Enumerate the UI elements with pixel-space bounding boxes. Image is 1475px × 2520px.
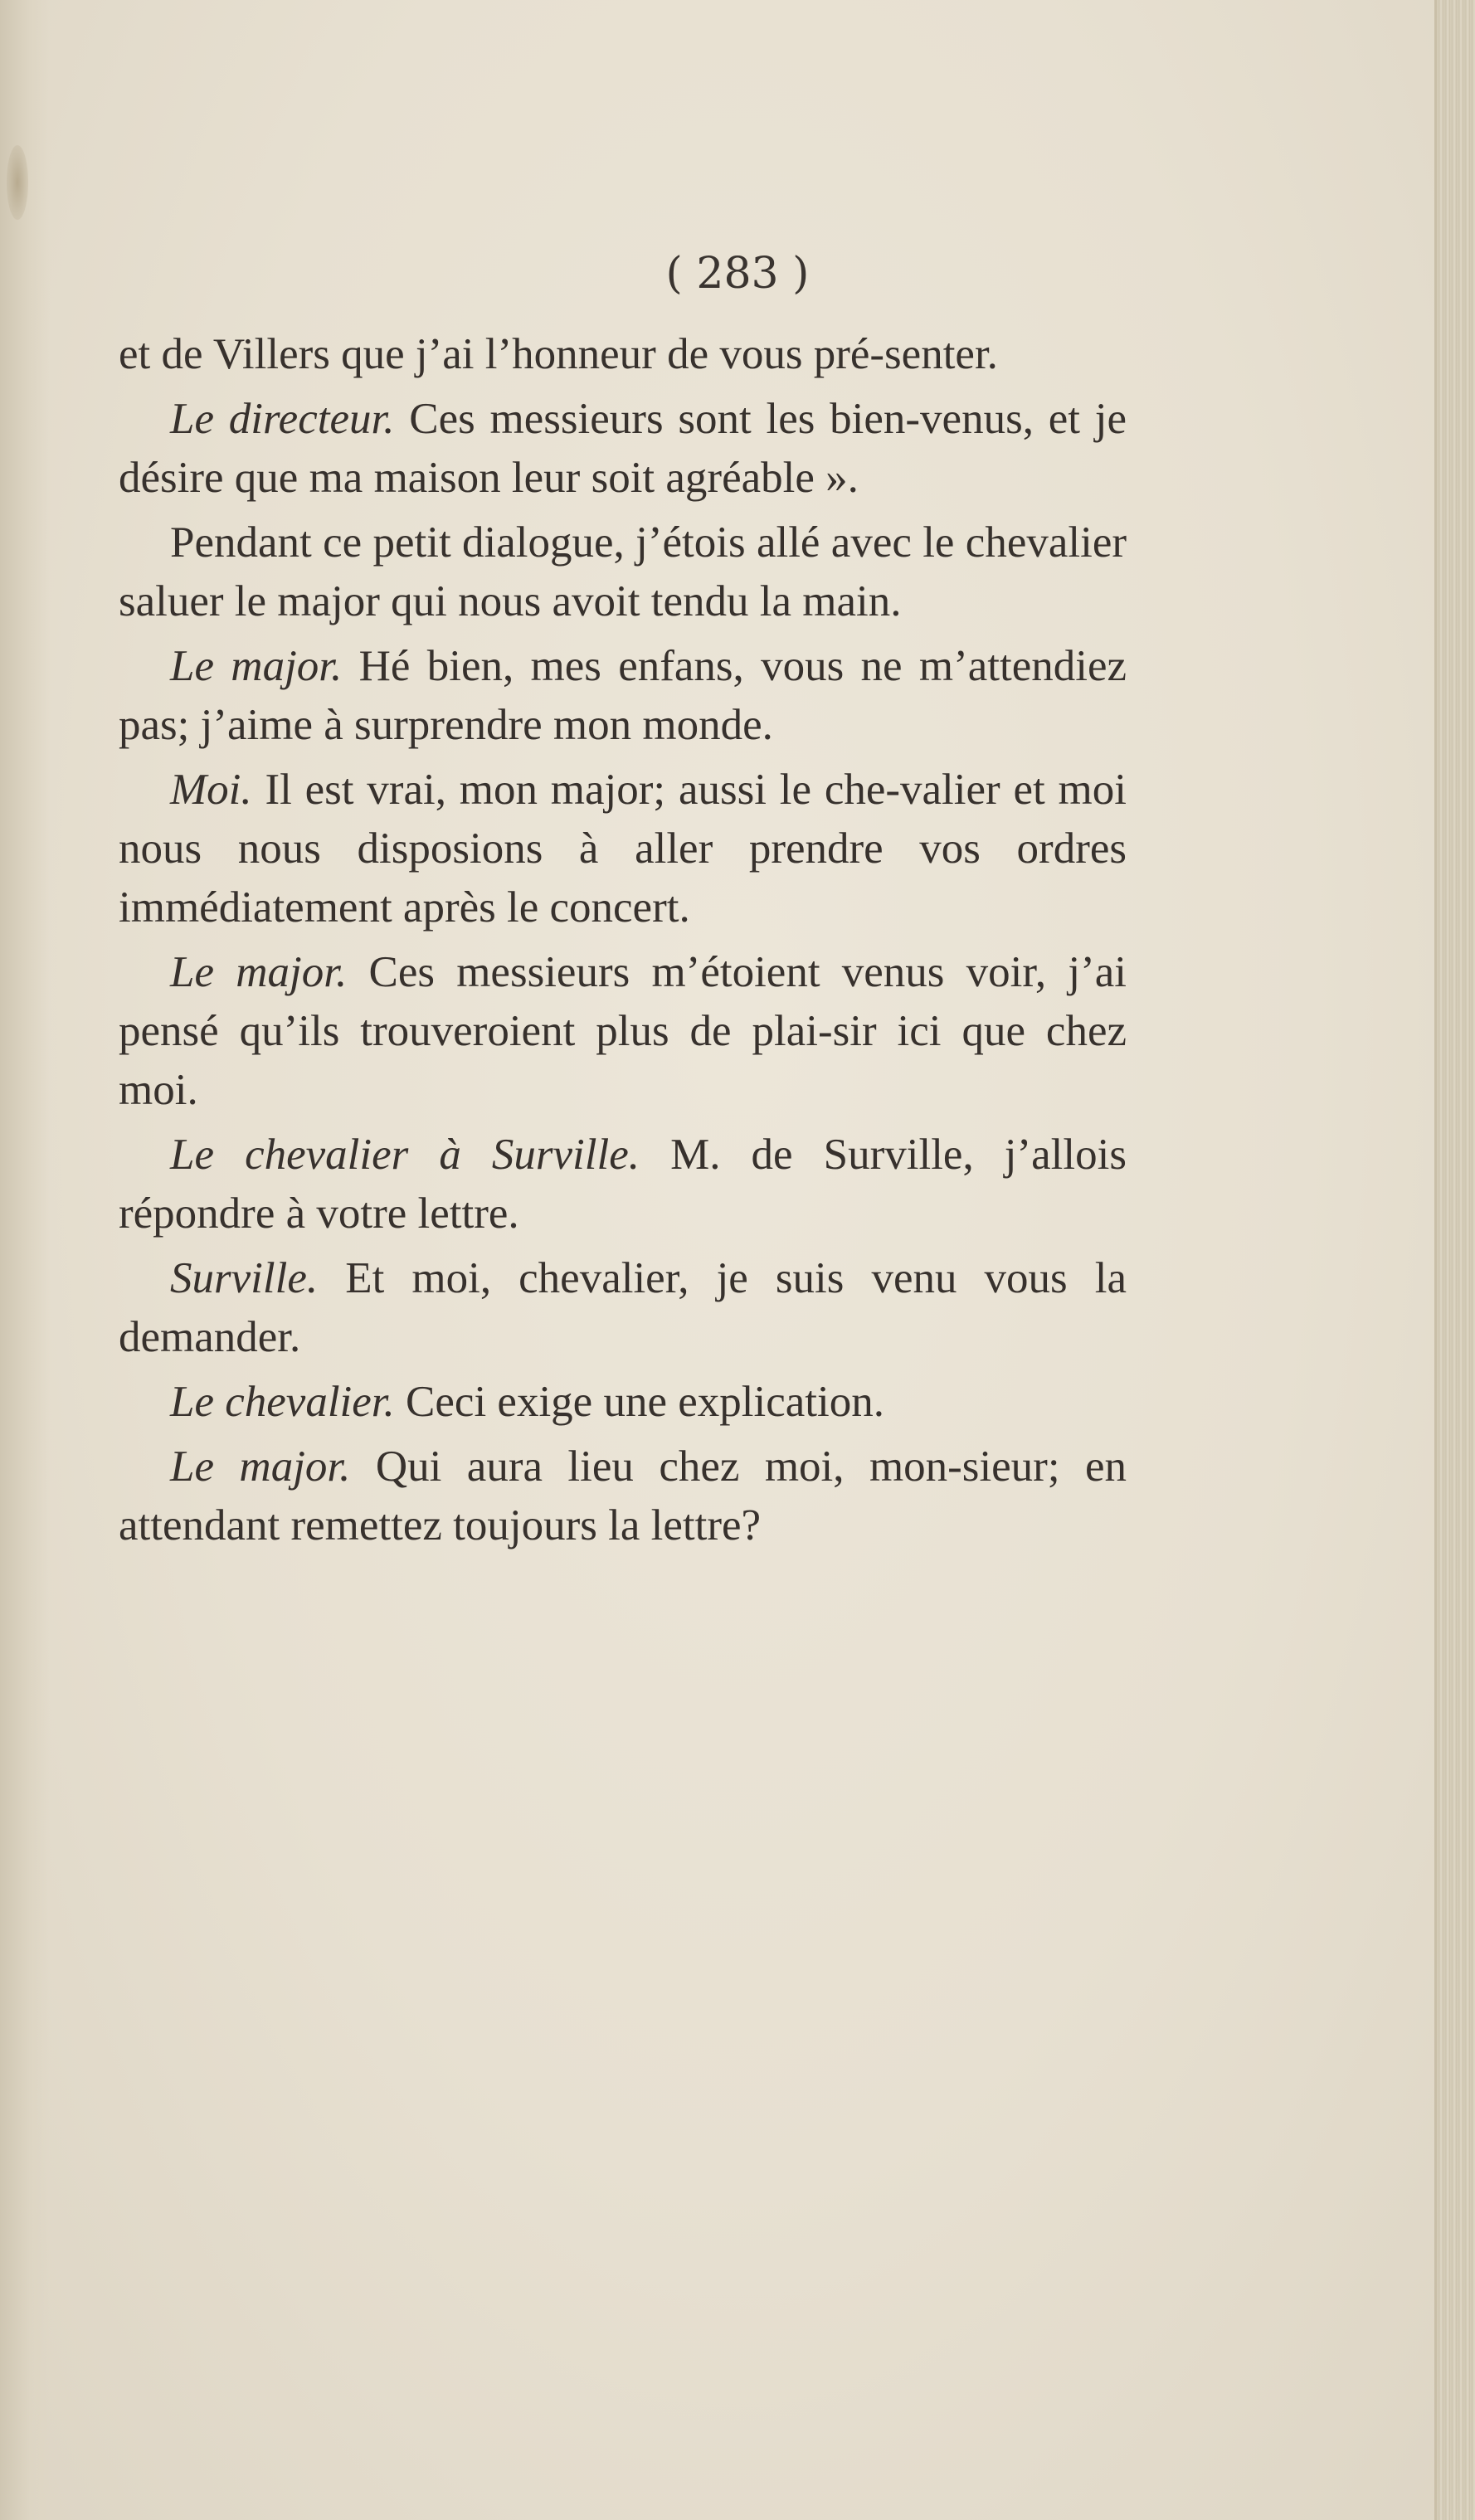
paragraph [119, 637, 1127, 755]
paragraph-text: Il est vrai, mon major; aussi le che-valier et moi nous nous disposions à aller prendre vos ordres immédiatement après le concert. [119, 766, 1127, 932]
page-number: ( 283 ) [665, 249, 810, 299]
speaker-name: Le major. [170, 642, 343, 690]
paragraph-text: M. de Surville, j’allois répondre à votre lettre. [119, 1131, 1127, 1238]
paragraph-text: Hé bien, mes enfans, vous ne m’attendiez pas; j’aime à surprendre mon monde. [119, 642, 1127, 749]
speaker-name: Surville. [170, 1254, 319, 1302]
speaker-name: Le major. [170, 948, 348, 996]
speaker-name: Le directeur. [170, 395, 395, 443]
paragraph [119, 1126, 1127, 1243]
paragraph [119, 325, 1127, 384]
paragraph-text: Ces messieurs sont les bien-venus, et je désire que ma maison leur soit agréable ». [119, 395, 1127, 502]
paragraph-text: Qui aura lieu chez moi, mon-sieur; en attendant remettez toujours la lettre? [119, 1442, 1127, 1549]
paragraph-text: Et moi, chevalier, je suis venu vous la demander. [119, 1254, 1127, 1361]
speaker-name: Moi. [170, 766, 252, 814]
speaker-name: Le chevalier à Surville. [170, 1131, 640, 1179]
page-edge-stack [1437, 0, 1475, 2520]
paragraph [119, 943, 1127, 1120]
paragraph-text: Ceci exige une explication. [406, 1378, 884, 1426]
paragraph [119, 390, 1127, 508]
paragraph-text: Ces messieurs m’étoient venus voir, j’ai pensé qu’ils trouveroient plus de plai-sir ici que chez moi. [119, 948, 1127, 1114]
paragraph [119, 1373, 1127, 1432]
binding-gutter [0, 0, 50, 2520]
speaker-name: Le chevalier. [170, 1378, 395, 1426]
paragraph-text: Pendant ce petit dialogue, j’étois allé avec le chevalier saluer le major qui nous avoit tendu la main. [119, 518, 1127, 625]
body-text [119, 325, 1127, 1561]
paragraph [119, 761, 1127, 937]
speaker-name: Le major. [170, 1442, 351, 1491]
paragraph [119, 513, 1127, 631]
paragraph-text: et de Villers que j’ai l’honneur de vous pré-senter. [119, 330, 998, 378]
paragraph [119, 1438, 1127, 1555]
paragraph [119, 1249, 1127, 1367]
paper-stain [7, 145, 28, 220]
